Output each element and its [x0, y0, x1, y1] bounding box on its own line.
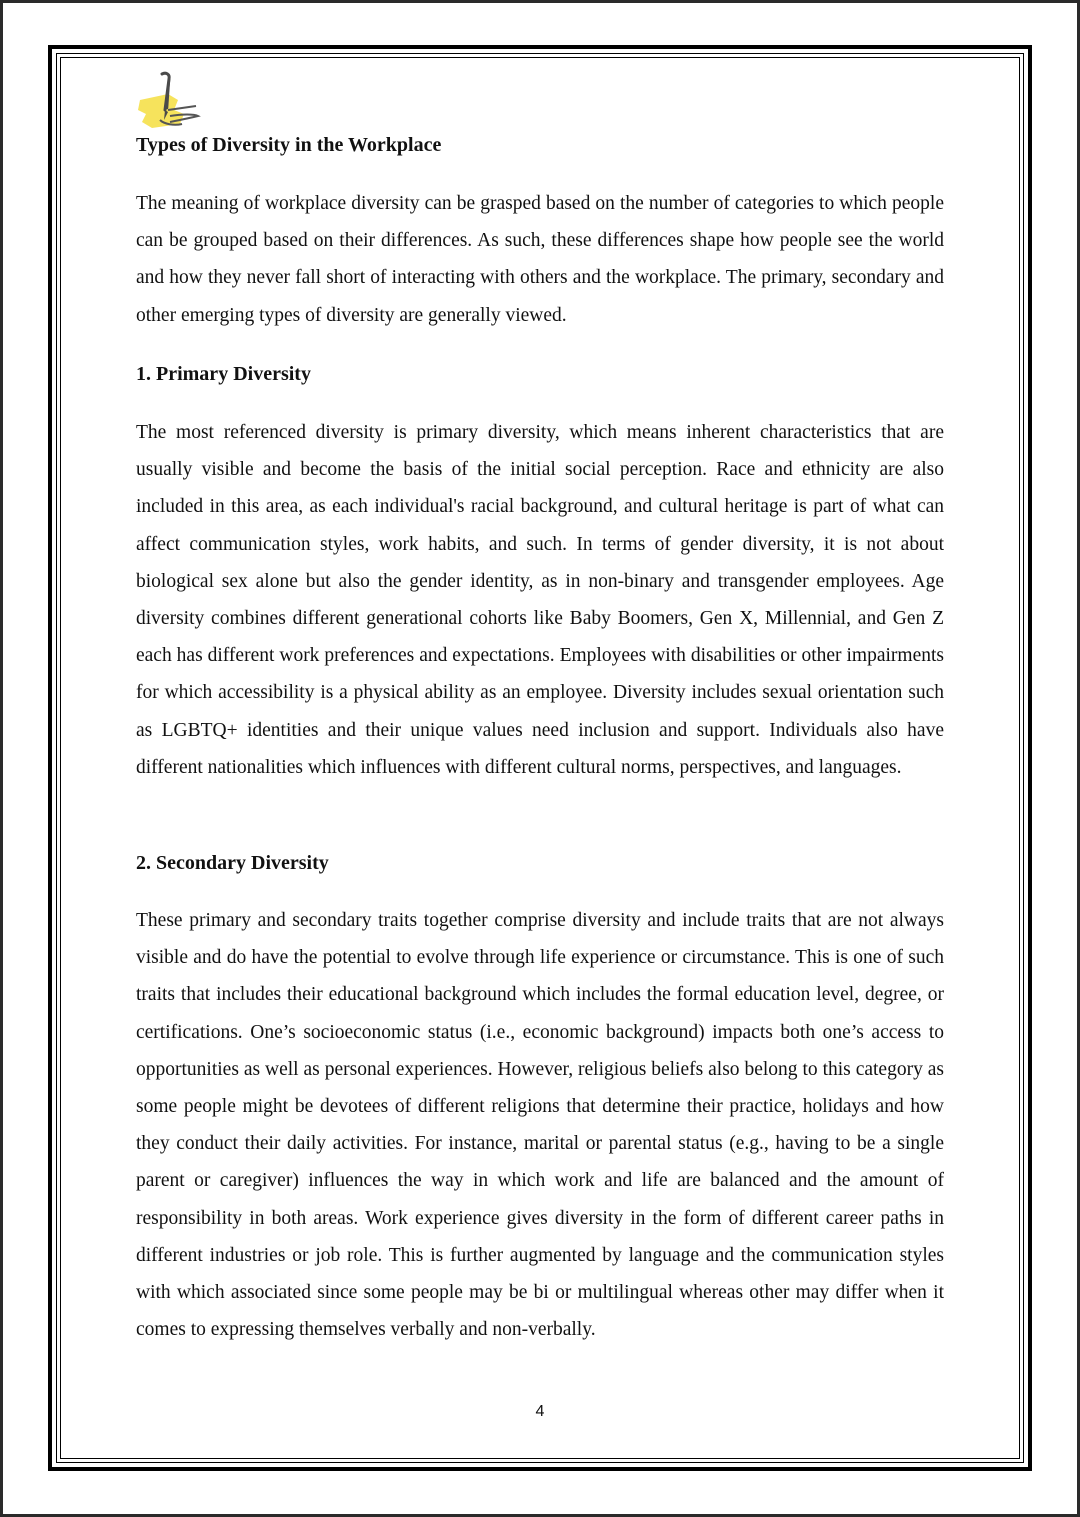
page-number: 4 [535, 1403, 545, 1420]
intro-paragraph: The meaning of workplace diversity can be grasped based on the number of categories to which people can be grouped based on their differences. As such, these differences shape how people see the world and how they never fall short of interacting with others and the workplace. The primary, secondary and other emerging types of diversity are generally viewed. [136, 193, 944, 326]
section-body-primary: The most referenced diversity is primary diversity, which means inherent characteristics that are usually visible and become the basis of the initial social perception. Race and ethnicity are also included in this area, as each individual's racial background, and cultural heritage is part of what can affect communication styles, work habits, and such. In terms of gender diversity, it is not about biological sex alone but also the gender identity, as in non-binary and transgender employees. Age diversity combines different generational cohorts like Baby Boomers, Gen X, Millennial, and Gen Z each has different work preferences and expectations. Employees with disabilities or other impairments for which accessibility is a physical ability as an employee. Diversity includes sexual orientation such as LGBTQ+ identities and their unique values need inclusion and support. Individuals also have different nationalities which influences with different cultural norms, perspectives, and languages. [136, 422, 944, 778]
section-body-secondary: These primary and secondary traits together comprise diversity and include traits that are not always visible and do have the potential to evolve through life experience or circumstance. This is one of such traits that includes their educational background which includes the formal education level, degree, or certifications. One’s socioeconomic status (i.e., economic background) impacts both one’s access to opportunities as well as personal experiences. However, religious beliefs also belong to this category as some people might be devotees of different religions that determine their practice, holidays and how they conduct their daily activities. For instance, marital or parental status (e.g., having to be a single parent or caregiver) influences the way in which work and life are balanced and the amount of responsibility in both areas. Work experience gives diversity in the form of different career paths in different industries or job role. This is further augmented by language and the communication styles with which associated since some people may be bi or multilingual whereas other may differ when it comes to expressing themselves verbally and non-verbally. [136, 910, 944, 1341]
page-title: Types of Diversity in the Workplace [136, 134, 442, 156]
section-heading-primary: 1. Primary Diversity [136, 363, 311, 385]
section-heading-secondary: 2. Secondary Diversity [136, 852, 329, 874]
pen-highlighter-icon [134, 70, 206, 132]
